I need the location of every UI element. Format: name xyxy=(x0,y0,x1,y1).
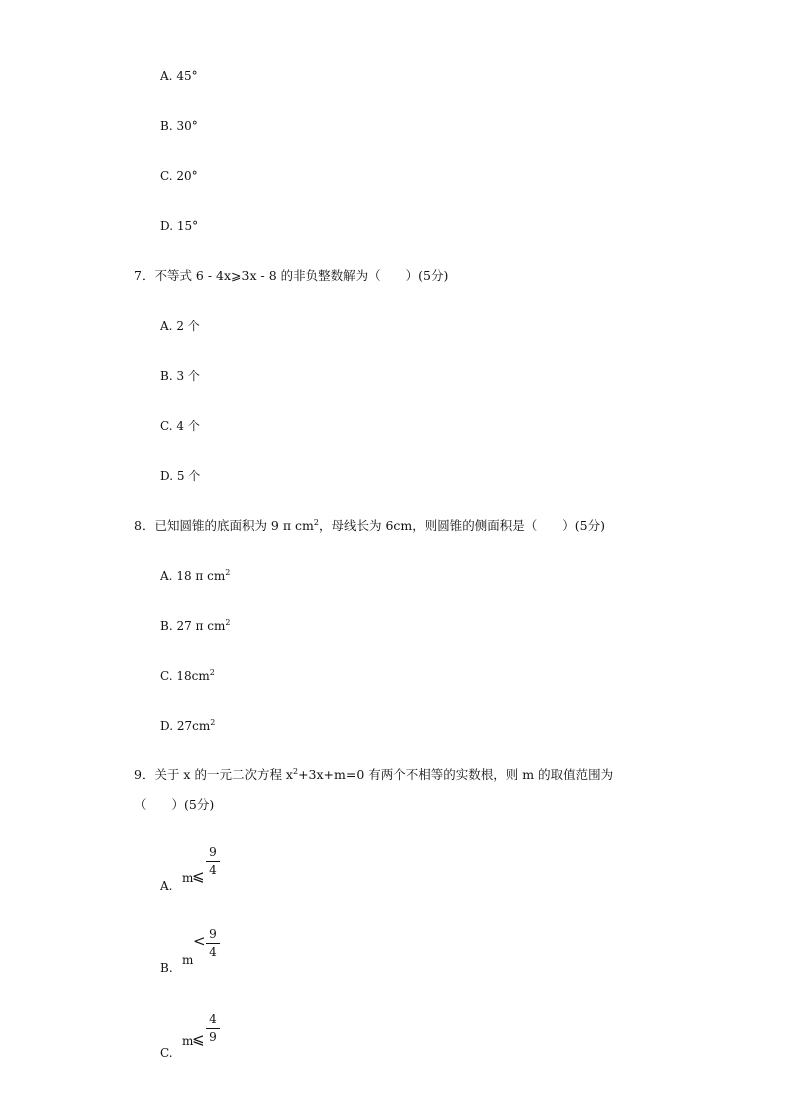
superscript: 2 xyxy=(210,718,216,727)
superscript: 2 xyxy=(292,767,299,776)
superscript: 2 xyxy=(209,668,215,677)
q6-option-d xyxy=(160,218,198,234)
q7-option-b xyxy=(160,368,200,384)
q8-option-d xyxy=(160,718,215,734)
fraction xyxy=(206,927,220,960)
option-text: 27 π cm xyxy=(176,619,226,633)
option-variable: m xyxy=(182,871,194,885)
q8-option-a xyxy=(160,568,230,584)
option-letter: D. xyxy=(160,719,174,733)
numerator: 9 xyxy=(209,845,217,859)
question-9-stem-line2: （ ）(5分) xyxy=(134,797,215,812)
fraction-bar xyxy=(206,1028,220,1029)
q9-option-a xyxy=(160,845,300,893)
fraction-bar xyxy=(206,861,220,862)
option-text: 4 个 xyxy=(176,419,200,433)
q9-option-c xyxy=(160,1012,300,1060)
relation-symbol: ⩽ xyxy=(192,1030,205,1048)
question-8-stem xyxy=(134,518,605,534)
option-variable: m xyxy=(182,1034,194,1048)
relation-symbol: < xyxy=(193,932,206,950)
option-letter: C. xyxy=(160,669,173,683)
option-letter: B. xyxy=(160,369,173,383)
option-letter: B. xyxy=(160,961,173,975)
option-letter: D. xyxy=(160,469,174,483)
question-9-stem-line1 xyxy=(134,767,613,783)
question-7-stem: 7．不等式 6 - 4x⩾3x - 8 的非负整数解为（ ）(5分) xyxy=(134,268,449,283)
q7-option-d xyxy=(160,468,200,484)
q9-option-b xyxy=(160,927,300,975)
option-letter: A. xyxy=(160,569,173,583)
q6-option-a xyxy=(160,68,198,84)
superscript: 2 xyxy=(313,518,319,527)
fraction xyxy=(206,1012,220,1045)
option-text: 18cm xyxy=(176,669,210,683)
option-text: 2 个 xyxy=(176,319,200,333)
q7-option-a xyxy=(160,318,200,334)
option-letter: D. xyxy=(160,219,174,233)
option-text: 18 π cm xyxy=(176,569,226,583)
option-letter: B. xyxy=(160,119,173,133)
option-text: 15° xyxy=(176,219,199,233)
stem-text: +3x+m=0 有两个不相等的实数根，则 m 的取值范围为 xyxy=(298,767,614,782)
fraction-bar xyxy=(206,943,220,944)
q8-option-b xyxy=(160,618,230,634)
q8-option-c xyxy=(160,668,215,684)
option-letter: C. xyxy=(160,1046,173,1060)
denominator: 4 xyxy=(209,863,217,877)
stem-text: ，母线长为 6cm，则圆锥的侧面积是（ ）(5分) xyxy=(319,518,605,533)
denominator: 4 xyxy=(209,945,217,959)
option-letter: A. xyxy=(160,879,173,893)
option-text: 30° xyxy=(176,119,198,133)
q6-option-b xyxy=(160,118,198,134)
stem-text: 8．已知圆锥的底面积为 9 π cm xyxy=(134,518,314,533)
superscript: 2 xyxy=(225,618,231,627)
option-text: 45° xyxy=(176,69,198,83)
fraction xyxy=(206,845,220,878)
stem-text: 9．关于 x 的一元二次方程 x xyxy=(134,767,293,782)
relation-symbol: ⩽ xyxy=(192,867,205,885)
option-text: 5 个 xyxy=(176,469,201,483)
superscript: 2 xyxy=(225,568,231,577)
numerator: 9 xyxy=(209,927,217,941)
numerator: 4 xyxy=(209,1012,217,1026)
option-letter: A. xyxy=(160,69,173,83)
option-letter: A. xyxy=(160,319,173,333)
option-letter: C. xyxy=(160,419,173,433)
q7-option-c xyxy=(160,418,200,434)
option-text: 27cm xyxy=(176,719,211,733)
option-letter: C. xyxy=(160,169,173,183)
q6-option-c xyxy=(160,168,198,184)
option-text: 3 个 xyxy=(176,369,200,383)
option-variable: m xyxy=(182,953,194,967)
denominator: 9 xyxy=(209,1030,217,1044)
option-text: 20° xyxy=(176,169,198,183)
option-letter: B. xyxy=(160,619,173,633)
